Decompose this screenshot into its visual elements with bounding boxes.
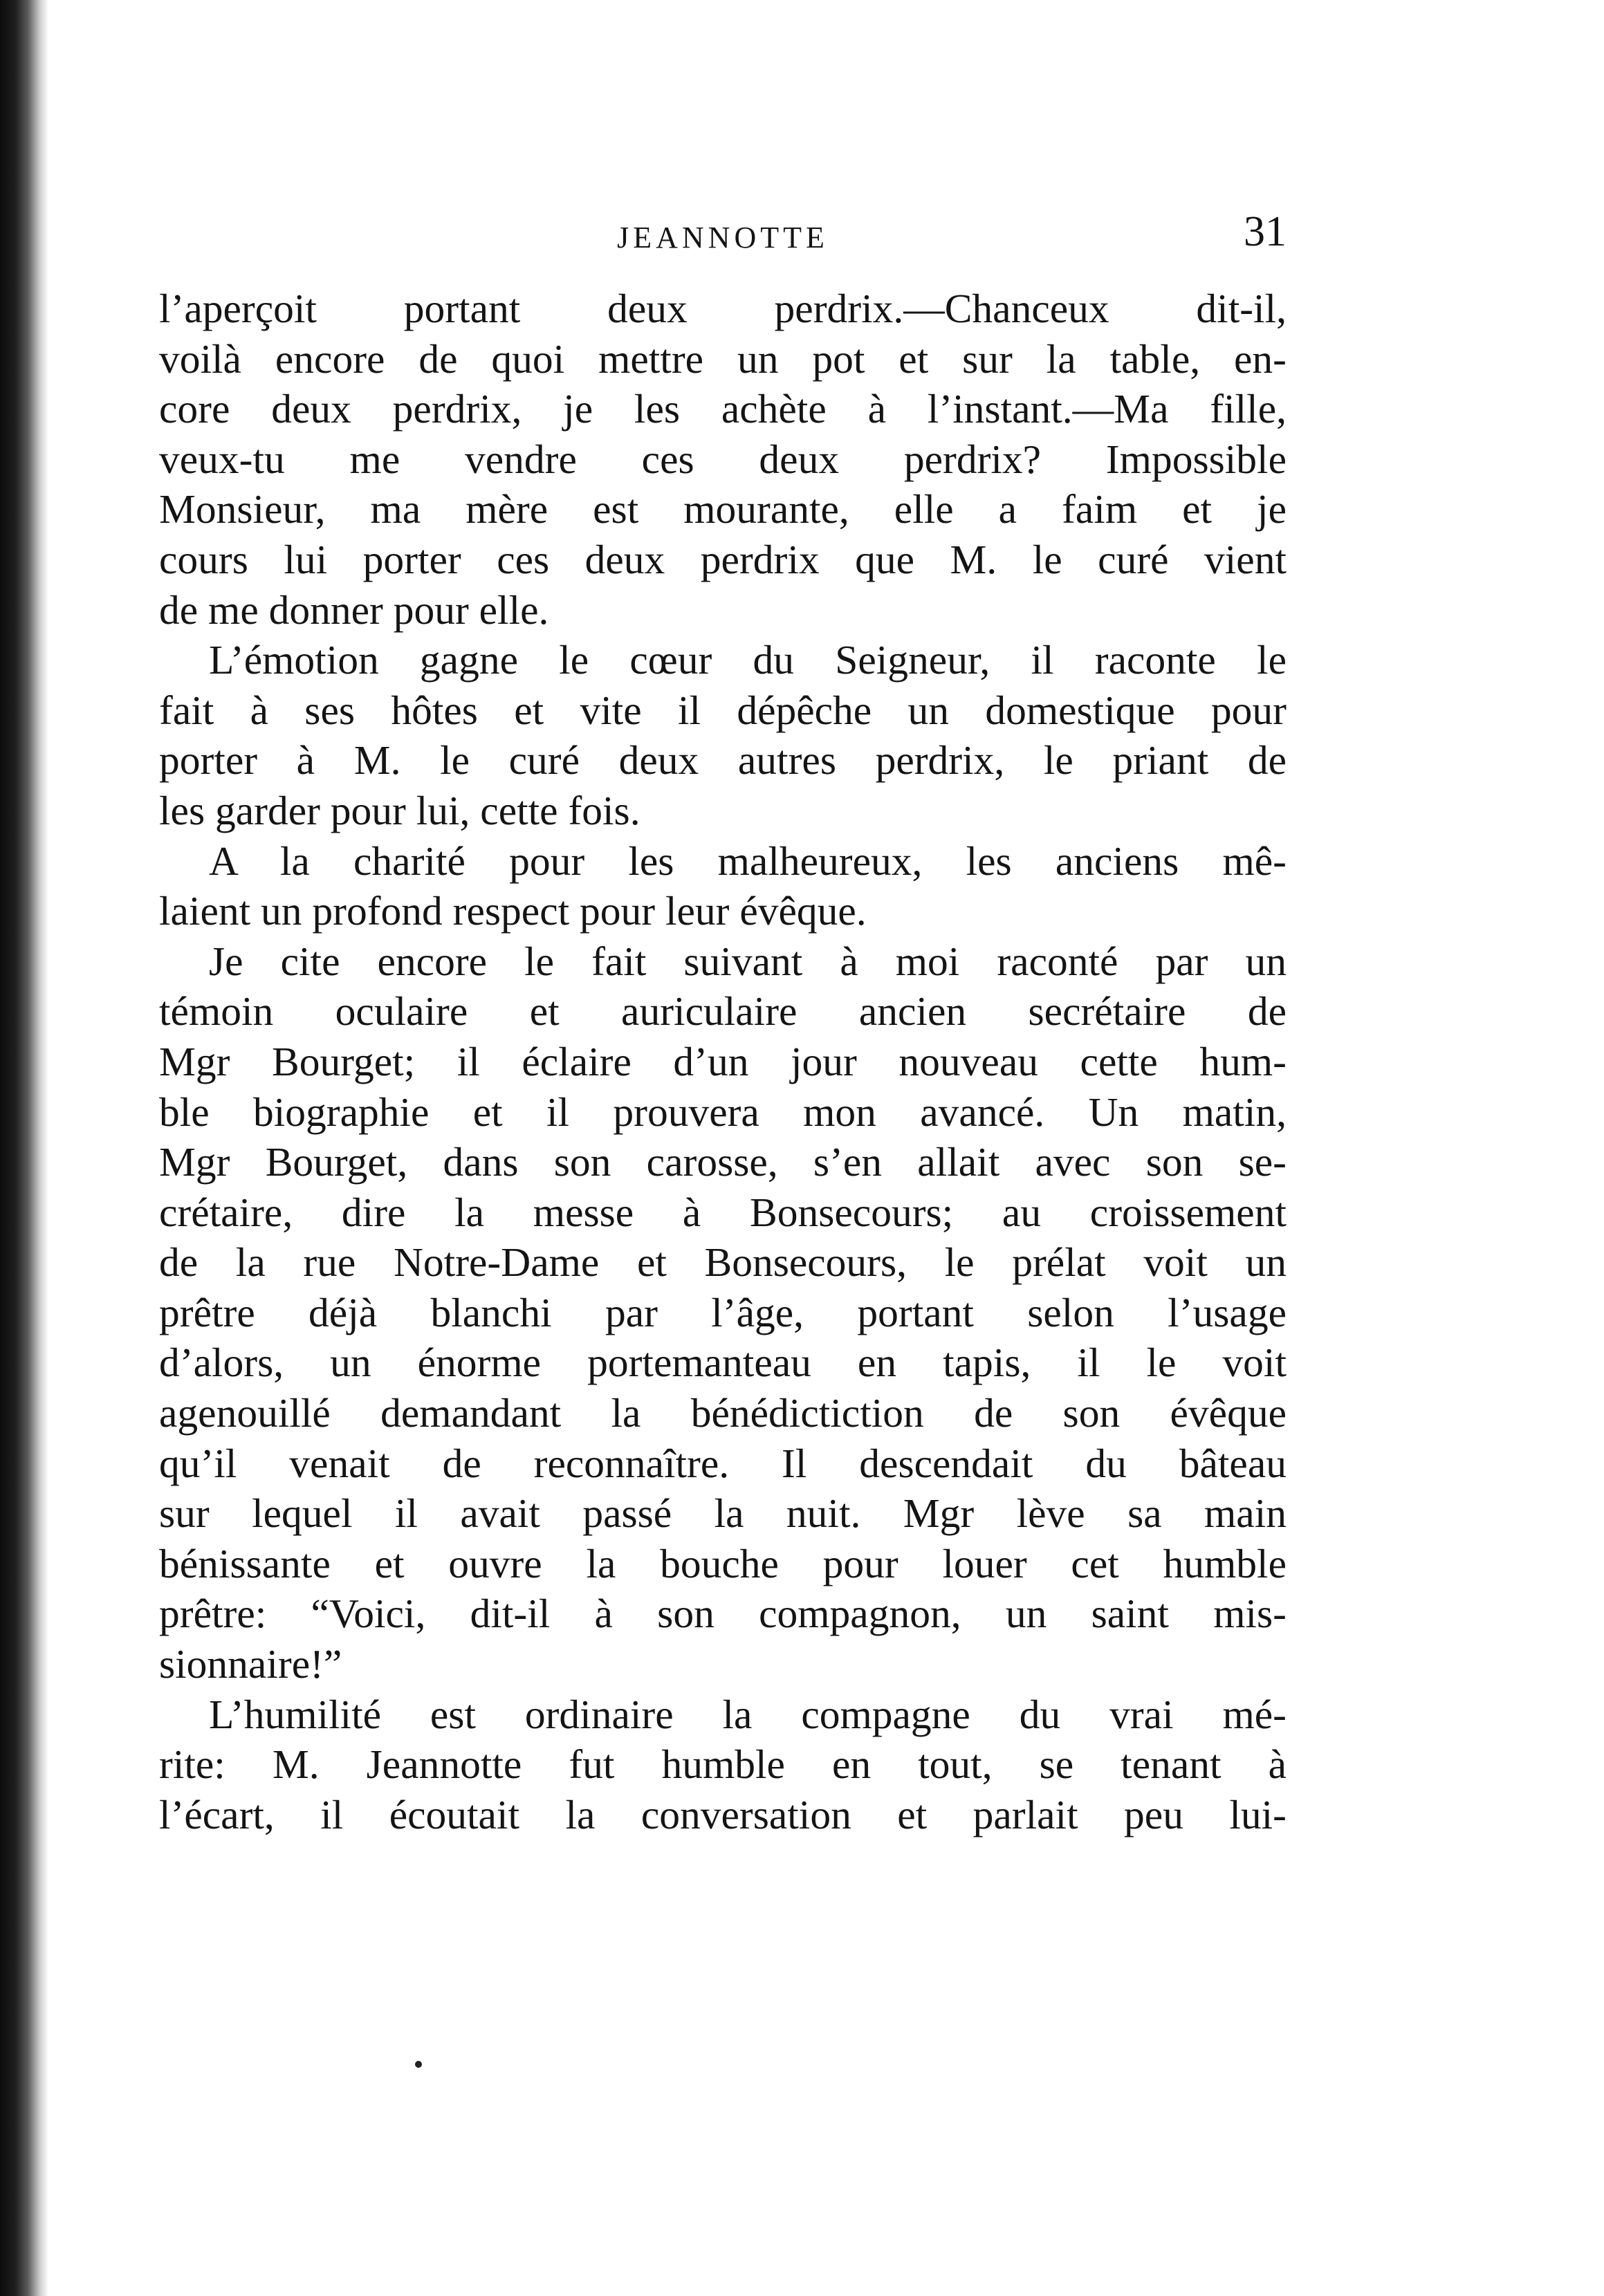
text-line: sur lequel il avait passé la nuit. Mgr lève sa main xyxy=(159,1490,1287,1537)
text-line: A la charité pour les malheureux, les anciens mê- xyxy=(209,837,1287,884)
text-line: L’émotion gagne le cœur du Seigneur, il raconte le xyxy=(209,637,1287,683)
text-line: l’aperçoit portant deux perdrix.—Chanceux dit-il, xyxy=(159,286,1287,331)
text-line: porter à M. le curé deux autres perdrix, le priant de xyxy=(159,737,1287,784)
text-line: qu’il venait de reconnaître. Il descendait du bâteau xyxy=(159,1440,1287,1486)
text-line: ble biographie et il prouvera mon avancé. Un matin, xyxy=(159,1089,1287,1135)
text-line: d’alors, un énorme portemanteau en tapis, il le voit xyxy=(159,1340,1287,1386)
text-line: L’humilité est ordinaire la compagne du vrai mé- xyxy=(209,1691,1287,1737)
text-line: témoin oculaire et auriculaire ancien secrétaire de xyxy=(159,988,1287,1035)
text-line: Je cite encore le fait suivant à moi raconté par un xyxy=(209,938,1287,984)
page-number: 31 xyxy=(1244,208,1287,255)
text-line: les garder pour lui, cette fois. xyxy=(159,787,640,833)
text-line: bénissante et ouvre la bouche pour louer cet humble xyxy=(159,1540,1287,1586)
text-line: cours lui porter ces deux perdrix que M. le curé vient xyxy=(159,536,1287,582)
text-line: de la rue Notre-Dame et Bonsecours, le prélat voit un xyxy=(159,1239,1287,1286)
text-line: fait à ses hôtes et vite il dépêche un domestique pour xyxy=(159,687,1287,733)
book-page xyxy=(159,201,1287,1840)
text-line: Mgr Bourget, dans son carosse, s’en allait avec son se- xyxy=(159,1139,1287,1185)
page-binding-edge xyxy=(0,0,48,2296)
text-line: l’écart, il écoutait la conversation et parlait peu lui- xyxy=(159,1791,1287,1837)
running-title: JEANNOTTE xyxy=(617,221,829,254)
body-text xyxy=(159,284,1287,1840)
ink-speck xyxy=(415,2061,422,2068)
text-line: laient un profond respect pour leur évêque. xyxy=(159,888,867,934)
text-line: veux-tu me vendre ces deux perdrix? Impossible xyxy=(159,436,1287,482)
text-line: de me donner pour elle. xyxy=(159,586,549,633)
text-line: prêtre: “Voici, dit-il à son compagnon, un saint mis- xyxy=(159,1591,1287,1637)
text-line: core deux perdrix, je les achète à l’instant.—Ma fille, xyxy=(159,386,1287,432)
text-line: agenouillé demandant la bénédictiction de son évêque xyxy=(159,1390,1287,1436)
text-line: Mgr Bourget; il éclaire d’un jour nouveau cette hum- xyxy=(159,1038,1287,1084)
text-line: rite: M. Jeannotte fut humble en tout, se tenant à xyxy=(159,1741,1287,1788)
text-line: prêtre déjà blanchi par l’âge, portant selon l’usage xyxy=(159,1289,1287,1335)
text-line: sionnaire!” xyxy=(159,1641,342,1687)
running-header xyxy=(159,201,1287,284)
text-line: Monsieur, ma mère est mourante, elle a faim et je xyxy=(159,486,1287,533)
text-line: voilà encore de quoi mettre un pot et sur la table, en- xyxy=(159,335,1287,382)
text-line: crétaire, dire la messe à Bonsecours; au croissement xyxy=(159,1189,1287,1235)
